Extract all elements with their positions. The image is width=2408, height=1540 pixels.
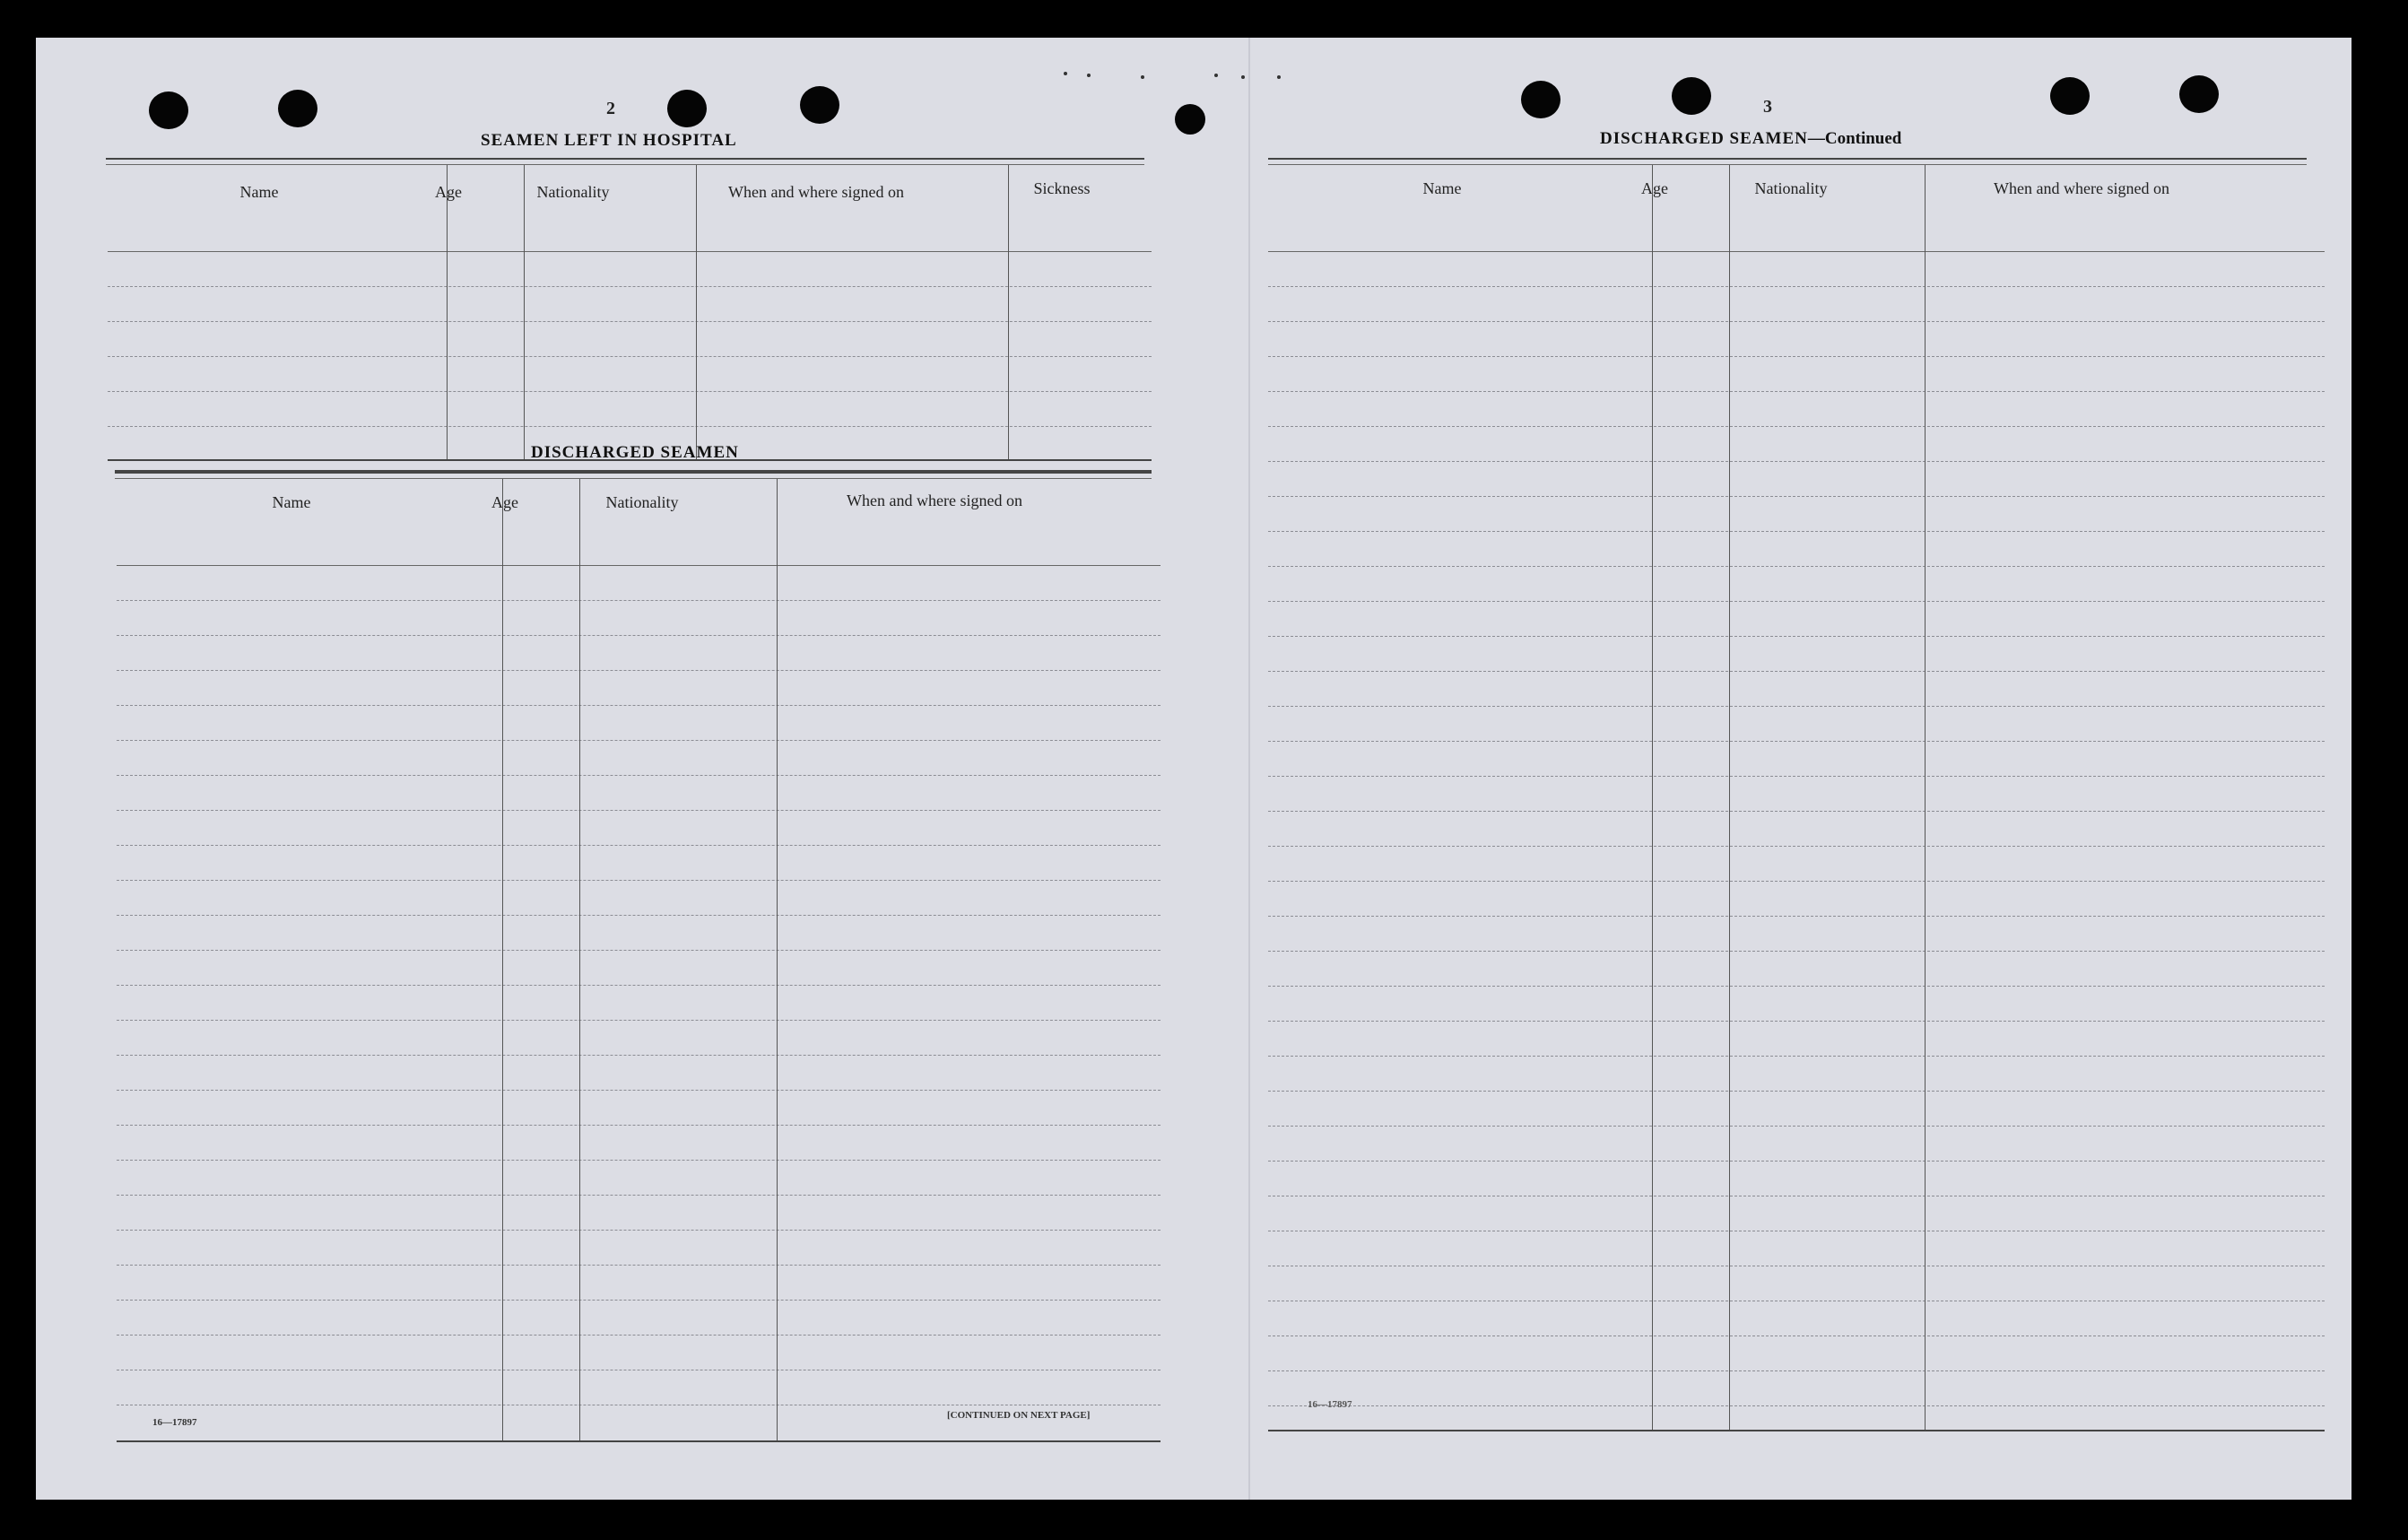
ruled-row [1268, 636, 2325, 637]
ruled-row [117, 600, 1161, 601]
ruled-row [117, 775, 1161, 776]
discharged-continued-table [1268, 165, 2325, 1430]
ruled-row [1268, 706, 2325, 707]
punch-hole [149, 91, 188, 129]
col-header-when-where: When and where signed on [728, 183, 904, 201]
ruled-row [1268, 1056, 2325, 1057]
form-number-left: 16—17897 [152, 1417, 197, 1428]
right-top-rule [1268, 158, 2307, 165]
table-bottom-rule [1268, 1430, 2325, 1431]
ruled-row [1268, 496, 2325, 497]
ruled-row [1268, 601, 2325, 602]
ruled-row [117, 950, 1161, 951]
column-divider [1008, 165, 1009, 459]
speck [1277, 75, 1281, 79]
ruled-row [117, 1090, 1161, 1091]
ruled-row [117, 880, 1161, 881]
ruled-row [117, 985, 1161, 986]
speck [1214, 74, 1218, 77]
discharged-section-title: DISCHARGED SEAMEN [531, 443, 739, 462]
ruled-row [1268, 1126, 2325, 1127]
ruled-row [117, 1195, 1161, 1196]
ruled-row [117, 635, 1161, 636]
col-header-nationality: Nationality [1754, 179, 1828, 197]
ruled-row [117, 1160, 1161, 1161]
col-header-name: Name [272, 493, 311, 511]
column-divider [1652, 165, 1653, 1430]
ruled-row [117, 810, 1161, 811]
punch-hole [1521, 81, 1560, 118]
form-number-right: 16—17897 [1308, 1399, 1352, 1410]
punch-hole [1672, 77, 1711, 115]
ruled-row [1268, 951, 2325, 952]
ruled-row [1268, 531, 2325, 532]
ruled-row [117, 915, 1161, 916]
table-bottom-rule [117, 1440, 1161, 1442]
ruled-row [1268, 811, 2325, 812]
ruled-row [117, 1335, 1161, 1336]
column-divider [777, 479, 778, 1440]
discharged-top-rule [115, 472, 1152, 479]
punch-hole [278, 90, 317, 127]
continued-note: [CONTINUED ON NEXT PAGE] [947, 1410, 1091, 1421]
ruled-row [117, 1265, 1161, 1266]
ruled-row [1268, 1370, 2325, 1371]
punch-hole [1175, 104, 1205, 135]
speck [1141, 75, 1144, 79]
ruled-row [1268, 426, 2325, 427]
column-divider [579, 479, 580, 1440]
ruled-row [1268, 741, 2325, 742]
hospital-section-title: SEAMEN LEFT IN HOSPITAL [481, 131, 737, 150]
column-divider [502, 479, 503, 1440]
ruled-row [117, 845, 1161, 846]
column-divider [1925, 165, 1926, 1430]
ruled-row [1268, 1091, 2325, 1092]
ruled-row [117, 1300, 1161, 1301]
col-header-nationality: Nationality [605, 493, 679, 511]
col-header-age: Age [1641, 179, 1668, 197]
ruled-row [1268, 1021, 2325, 1022]
ruled-row [117, 1230, 1161, 1231]
discharged-continued-title [1600, 129, 1901, 149]
ruled-row [1268, 461, 2325, 462]
ruled-row [1268, 356, 2325, 357]
ruled-row [117, 1020, 1161, 1021]
punch-hole [667, 90, 707, 127]
ruled-row [1268, 391, 2325, 392]
ruled-row [117, 670, 1161, 671]
ruled-row [117, 740, 1161, 741]
page-number-right: 3 [1763, 97, 1772, 117]
ruled-row [117, 705, 1161, 706]
col-header-sickness: Sickness [1033, 179, 1091, 197]
punch-hole [2179, 75, 2219, 113]
col-header-name: Name [239, 183, 279, 201]
page-number-left: 2 [606, 99, 615, 118]
ruled-row [108, 286, 1152, 287]
punch-hole [800, 86, 839, 124]
ruled-row [1268, 776, 2325, 777]
header-rule [108, 251, 1152, 252]
ruled-row [108, 391, 1152, 392]
page-fold [1248, 38, 1250, 1500]
col-header-age: Age [435, 183, 462, 201]
ruled-row [108, 356, 1152, 357]
column-divider [447, 165, 448, 459]
ruled-row [1268, 671, 2325, 672]
col-header-age: Age [491, 493, 518, 511]
column-divider [524, 165, 525, 459]
speck [1064, 72, 1067, 75]
hospital-top-rule [106, 158, 1144, 165]
ruled-row [1268, 566, 2325, 567]
ruled-row [1268, 846, 2325, 847]
form-sheet [36, 38, 2351, 1500]
punch-hole [2050, 77, 2090, 115]
ruled-row [1268, 1405, 2325, 1406]
ruled-row [108, 321, 1152, 322]
col-header-nationality: Nationality [536, 183, 610, 201]
discharged-continued-title-main: DISCHARGED SEAMEN [1600, 129, 1808, 148]
ruled-row [1268, 881, 2325, 882]
discharged-table [117, 479, 1161, 1440]
ruled-row [108, 426, 1152, 427]
hospital-table [108, 165, 1152, 466]
col-header-when-where: When and where signed on [847, 492, 1022, 509]
ruled-row [1268, 321, 2325, 322]
column-divider [1729, 165, 1730, 1430]
speck [1241, 75, 1245, 79]
header-rule [117, 565, 1161, 566]
ruled-row [1268, 916, 2325, 917]
ruled-row [1268, 986, 2325, 987]
ruled-row [1268, 1161, 2325, 1162]
ruled-row [117, 1055, 1161, 1056]
speck [1087, 74, 1091, 77]
column-divider [696, 165, 697, 459]
ruled-row [1268, 286, 2325, 287]
col-header-when-where: When and where signed on [1994, 179, 2169, 197]
col-header-name: Name [1422, 179, 1462, 197]
header-rule [1268, 251, 2325, 252]
ruled-row [117, 1125, 1161, 1126]
continued-suffix: —Continued [1807, 129, 1902, 148]
